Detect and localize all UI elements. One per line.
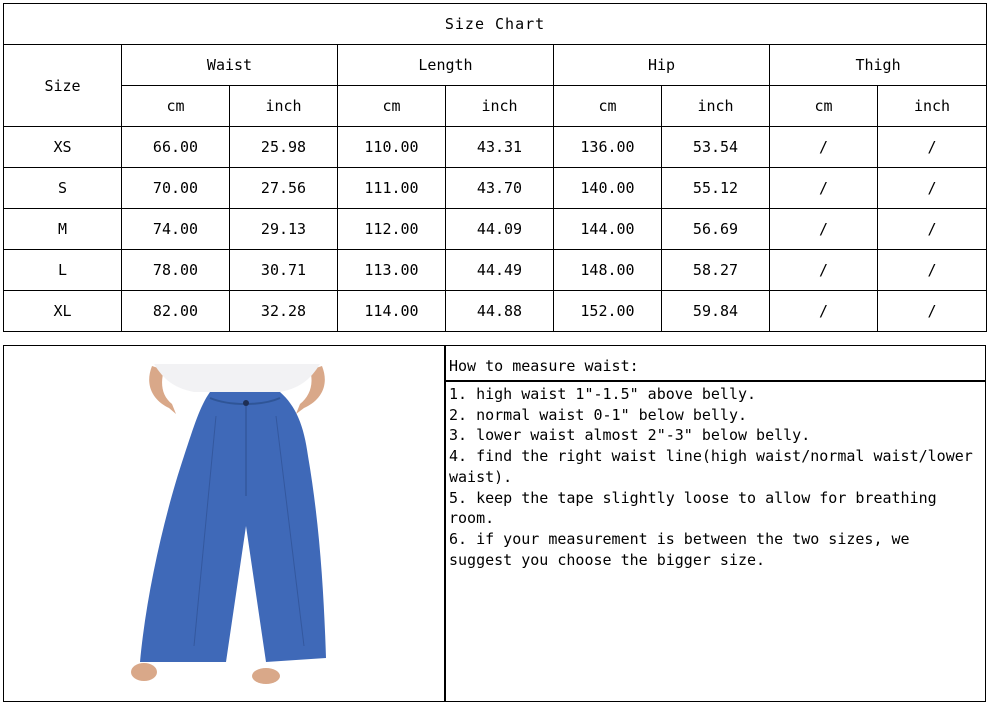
unit-header-inch: inch [878,86,987,127]
hip-inch-cell: 53.54 [662,127,770,168]
unit-header-cm: cm [770,86,878,127]
hip-inch-cell: 58.27 [662,250,770,291]
waist-cm-cell: 70.00 [122,168,230,209]
thigh-inch-cell: / [878,291,987,332]
measure-steps-list [446,382,985,570]
product-image [4,346,446,701]
waist-inch-cell: 25.98 [230,127,338,168]
left-sandal [131,663,157,681]
size-chart-table [3,3,987,332]
table-row [4,291,987,332]
size-label: S [4,168,122,209]
length-cm-cell: 111.00 [338,168,446,209]
size-chart-title: Size Chart [4,4,987,45]
waist-cm-cell: 78.00 [122,250,230,291]
pants [140,392,326,662]
thigh-cm-cell: / [770,209,878,250]
group-header-waist: Waist [122,45,338,86]
table-row [4,168,987,209]
unit-header-cm: cm [122,86,230,127]
list-item: 3. lower waist almost 2"-3" below belly. [449,426,811,445]
list-item: 5. keep the tape slightly loose to allow for breathing room. [449,488,937,528]
unit-header-cm: cm [554,86,662,127]
size-label: XL [4,291,122,332]
list-item: 1. high waist 1"-1.5" above belly. [449,385,757,403]
length-inch-cell: 43.31 [446,127,554,168]
waist-cm-cell: 82.00 [122,291,230,332]
unit-header-inch: inch [230,86,338,127]
hip-cm-cell: 152.00 [554,291,662,332]
hip-inch-cell: 55.12 [662,168,770,209]
length-inch-cell: 44.49 [446,250,554,291]
length-cm-cell: 113.00 [338,250,446,291]
hip-inch-cell: 56.69 [662,209,770,250]
thigh-cm-cell: / [770,168,878,209]
button-detail [243,400,249,406]
length-cm-cell: 114.00 [338,291,446,332]
length-cm-cell: 110.00 [338,127,446,168]
right-sandal [252,668,280,684]
thigh-inch-cell: / [878,209,987,250]
group-header-thigh: Thigh [770,45,987,86]
size-header: Size [4,45,122,127]
thigh-cm-cell: / [770,291,878,332]
length-inch-cell: 44.88 [446,291,554,332]
size-label: L [4,250,122,291]
thigh-inch-cell: / [878,250,987,291]
size-label: XS [4,127,122,168]
list-item: 4. find the right waist line(high waist/normal waist/lower waist). [449,447,973,486]
hip-cm-cell: 140.00 [554,168,662,209]
waist-cm-cell: 74.00 [122,209,230,250]
waist-inch-cell: 30.71 [230,250,338,291]
hip-cm-cell: 136.00 [554,127,662,168]
list-item: 2. normal waist 0-1" below belly. [449,405,748,424]
measure-instructions [446,346,985,701]
hip-inch-cell: 59.84 [662,291,770,332]
size-label: M [4,209,122,250]
measure-title: How to measure waist: [446,346,985,382]
measure-panel [3,345,986,702]
group-header-hip: Hip [554,45,770,86]
thigh-cm-cell: / [770,250,878,291]
list-item: 6. if your measurement is between the two sizes, we suggest you choose the bigger size. [449,529,910,569]
table-row [4,209,987,250]
waist-inch-cell: 32.28 [230,291,338,332]
thigh-inch-cell: / [878,127,987,168]
thigh-cm-cell: / [770,127,878,168]
length-cm-cell: 112.00 [338,209,446,250]
hip-cm-cell: 148.00 [554,250,662,291]
unit-header-cm: cm [338,86,446,127]
unit-header-inch: inch [446,86,554,127]
table-row [4,127,987,168]
wide-leg-pants-illustration [4,346,444,701]
shirt [154,364,320,392]
thigh-inch-cell: / [878,168,987,209]
waist-cm-cell: 66.00 [122,127,230,168]
table-row [4,250,987,291]
waist-inch-cell: 27.56 [230,168,338,209]
length-inch-cell: 44.09 [446,209,554,250]
hip-cm-cell: 144.00 [554,209,662,250]
length-inch-cell: 43.70 [446,168,554,209]
unit-header-inch: inch [662,86,770,127]
group-header-length: Length [338,45,554,86]
waist-inch-cell: 29.13 [230,209,338,250]
